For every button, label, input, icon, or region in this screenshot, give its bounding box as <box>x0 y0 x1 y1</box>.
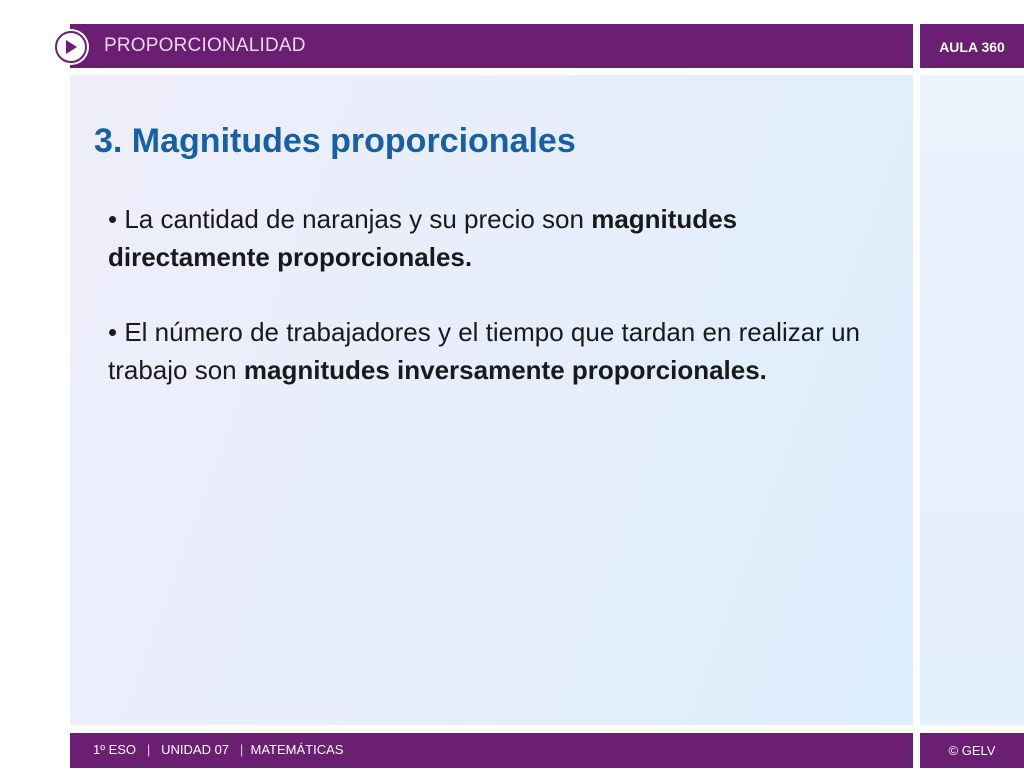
section-title: PROPORCIONALIDAD <box>104 35 306 56</box>
footer-separator: | <box>239 742 244 757</box>
bullet-marker: • <box>108 204 118 234</box>
footer-separator: | <box>146 742 151 757</box>
play-button[interactable] <box>55 31 87 63</box>
slide-title: 3. Magnitudes proporcionales <box>94 122 576 160</box>
copyright-label: © GELV <box>948 743 996 758</box>
content-panel <box>70 75 913 725</box>
bullet-bold-text: magnitudes inversamente proporcionales. <box>243 355 767 385</box>
left-margin <box>0 0 70 768</box>
bullet-text: La cantidad de naranjas y su precio son <box>124 204 592 234</box>
footer-subject: MATEMÁTICAS <box>250 742 344 757</box>
bullet-bold-text: magnitudes directamente proporcionales. <box>108 204 738 272</box>
footer-unit: UNIDAD 07 <box>161 742 230 757</box>
footer-course: 1º ESO <box>93 742 137 757</box>
play-icon <box>64 39 78 55</box>
brand-label: AULA 360 <box>939 39 1005 55</box>
bullet-marker: • <box>108 317 118 347</box>
bullet-item <box>108 200 898 276</box>
side-panel <box>920 75 1024 725</box>
footer-breadcrumb <box>93 733 343 768</box>
bullet-item <box>108 313 898 389</box>
bullet-text: El número de trabajadores y el tiempo que tardan en realizar un trabajo son <box>108 317 860 385</box>
